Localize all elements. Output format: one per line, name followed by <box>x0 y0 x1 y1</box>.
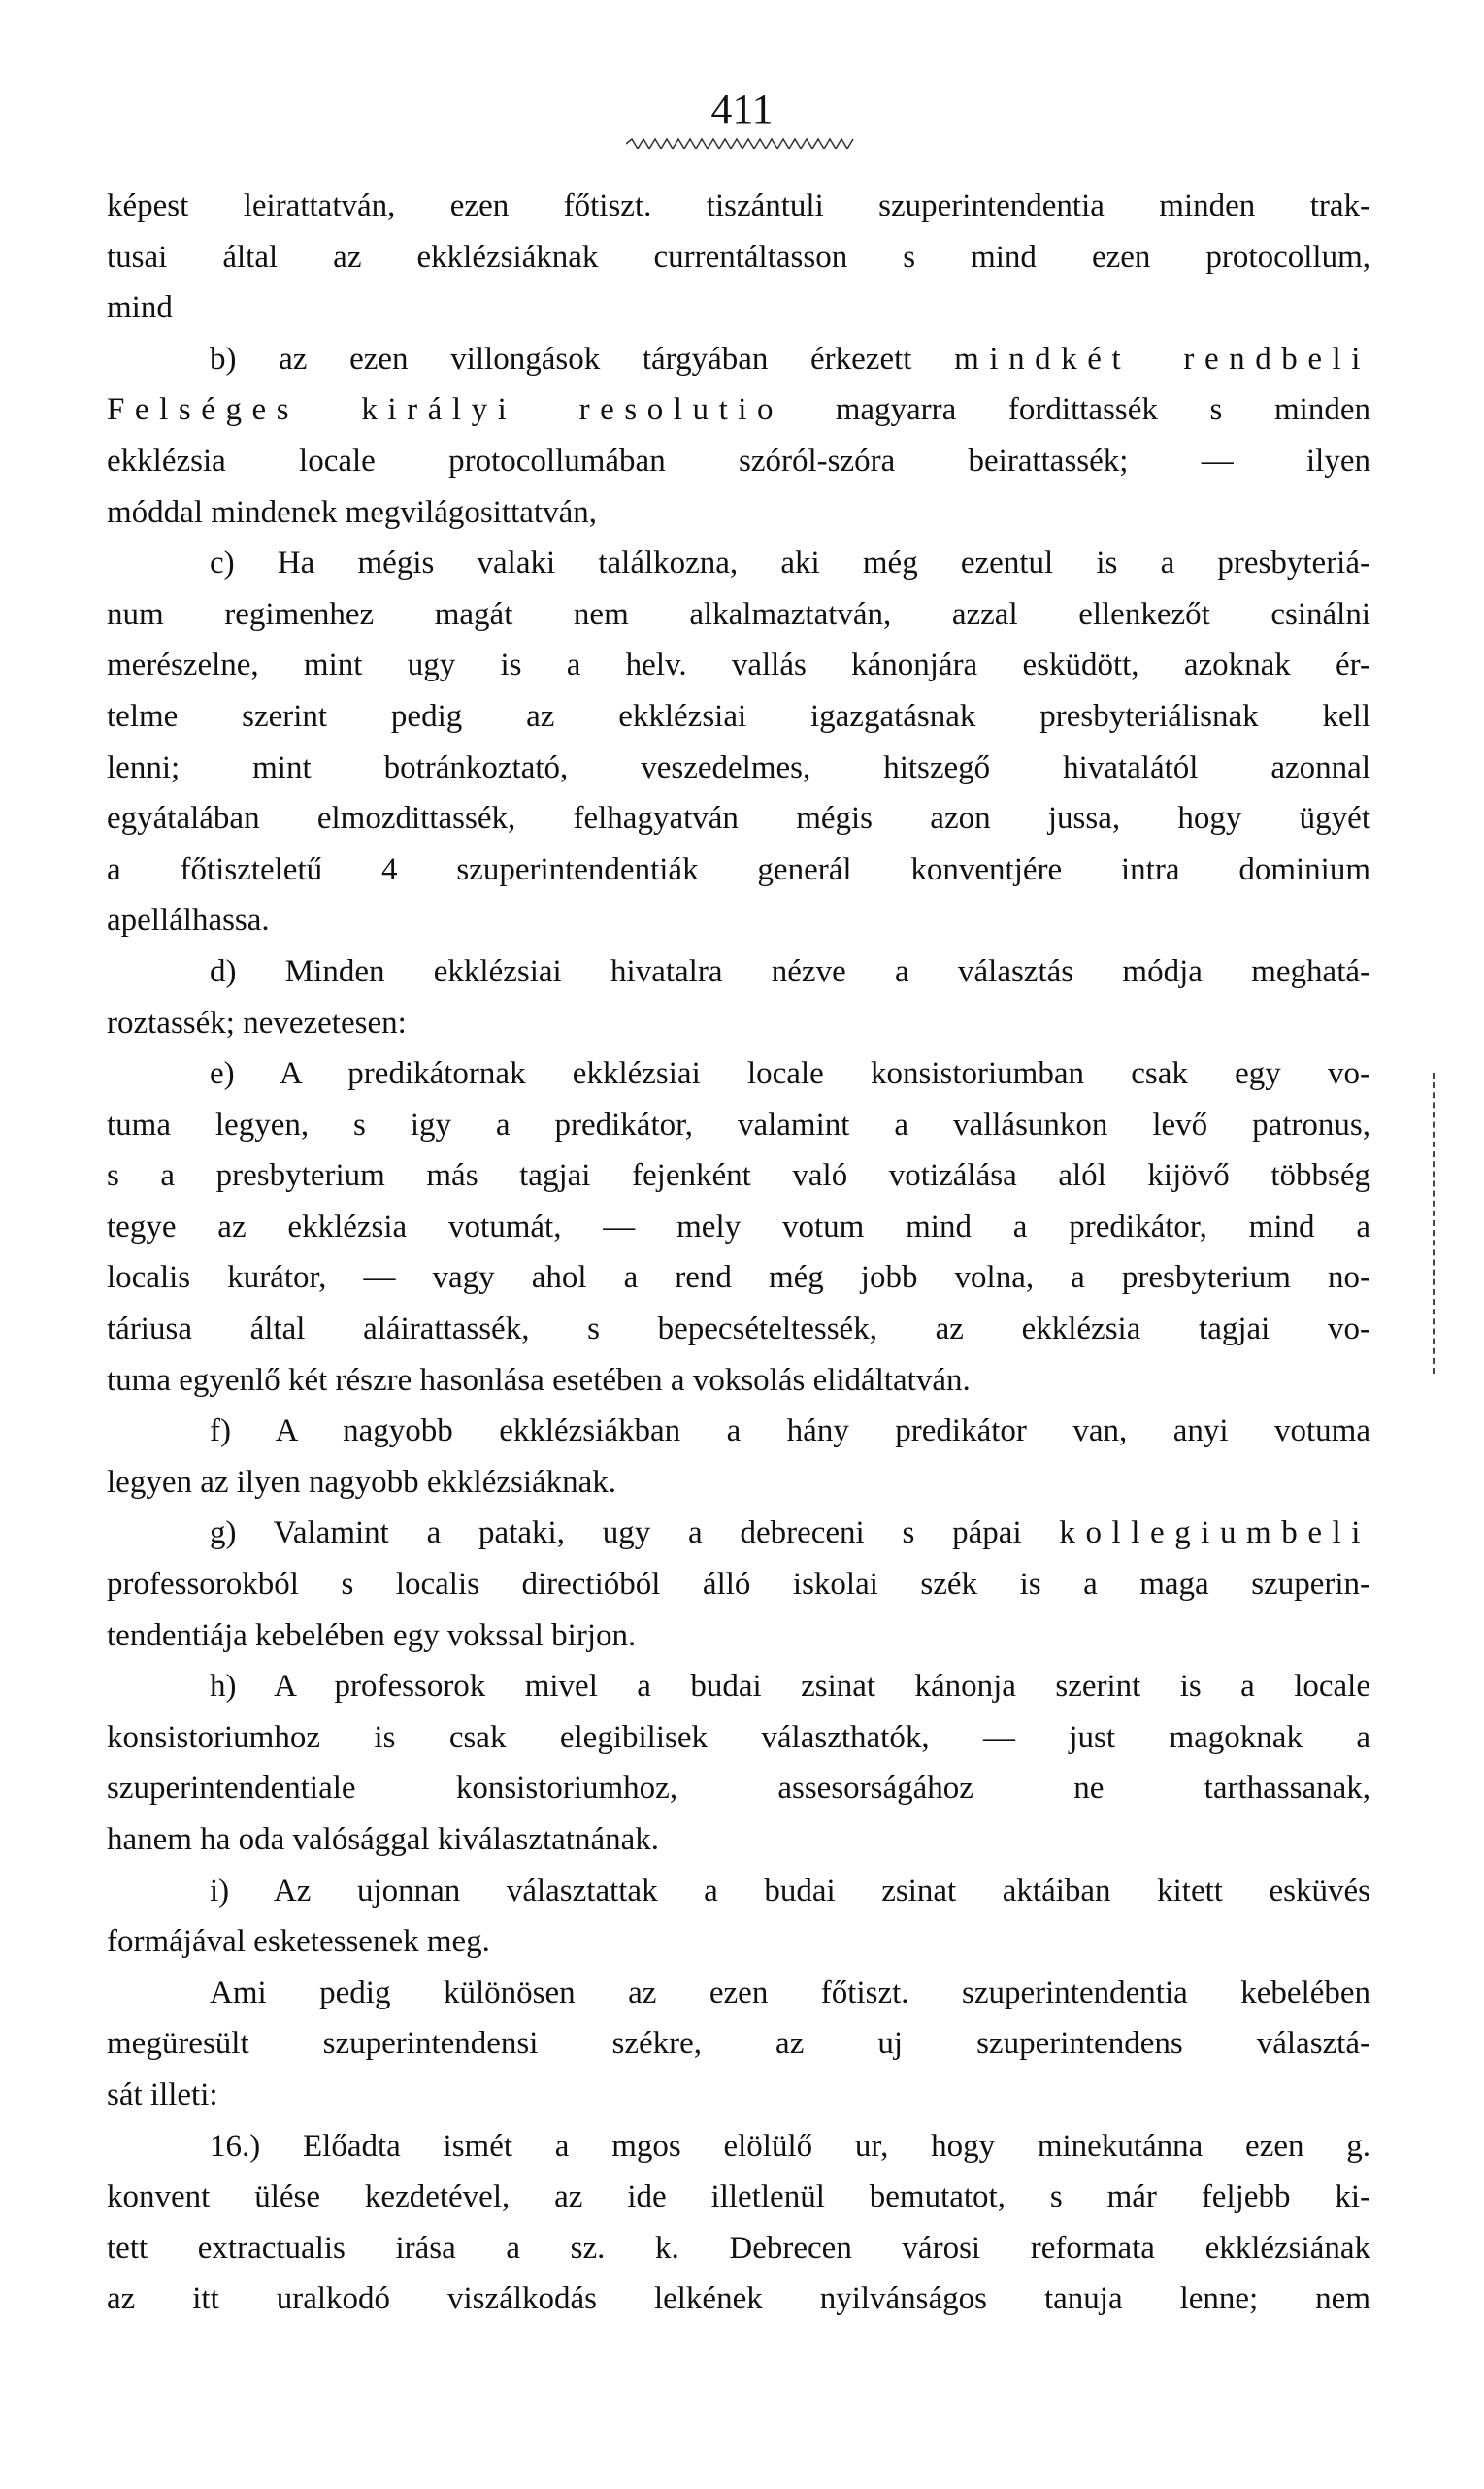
text-line <box>107 1610 1370 1662</box>
line-text: magyarra fordittassék s minden <box>783 392 1370 428</box>
line-text: tegye az ekklézsia votumát, — mely votum mind a predikátor, mind a <box>107 1209 1370 1244</box>
line-text: professorokból s localis directióból álló iskolai szék is a maga szuperin- <box>107 1567 1370 1603</box>
text-line <box>107 334 1370 385</box>
line-text: sát illeti: <box>107 2076 218 2112</box>
text-line <box>107 2273 1370 2325</box>
text-line <box>107 1202 1370 1253</box>
line-text: képest leirattatván, ezen főtiszt. tiszántuli szuperintendentia minden trak- <box>107 188 1370 223</box>
line-text: d) Minden ekklézsiai hivatalra nézve a választás módja meghatá- <box>210 953 1370 989</box>
line-text: mind <box>107 290 173 326</box>
line-text: roztassék; nevezetesen: <box>107 1005 407 1041</box>
line-text: a főtiszteletű 4 szuperintendentiák generál konventjére intra dominium <box>107 851 1370 887</box>
line-text: konsistoriumhoz is csak elegibilisek választhatók, — just magoknak a <box>107 1719 1370 1755</box>
line-text: c) Ha mégis valaki találkozna, aki még ezentul is a presbyteriá- <box>210 546 1370 581</box>
text-line <box>107 589 1370 641</box>
spaced-emphasis-text: mindkét rendbeli <box>954 341 1371 377</box>
text-line <box>107 1100 1370 1151</box>
text-line <box>107 538 1370 589</box>
text-line <box>107 1508 1370 1559</box>
text-line <box>107 436 1370 487</box>
text-line <box>107 946 1370 998</box>
wavy-ornament-divider <box>626 136 859 151</box>
line-text: egyátalában elmozdittassék, felhagyatván mégis azon jussa, hogy ügyét <box>107 801 1370 837</box>
text-line <box>107 1150 1370 1202</box>
line-text: i) Az ujonnan választattak a budai zsinat aktáiban kitett esküvés <box>210 1873 1370 1908</box>
line-text: konvent ülése kezdetével, az ide illetlenül bemutatot, s már feljebb ki- <box>107 2179 1370 2215</box>
text-line <box>107 640 1370 691</box>
text-line <box>107 998 1370 1049</box>
line-text: legyen az ilyen nagyobb ekklézsiáknak. <box>107 1464 617 1500</box>
line-text: localis kurátor, — vagy ahol a rend még jobb volna, a presbyterium no- <box>107 1260 1370 1296</box>
line-text: merészelne, mint ugy is a helv. vallás kánonjára esküdött, azoknak ér- <box>107 647 1370 683</box>
text-line <box>107 2070 1370 2121</box>
line-text: h) A professorok mivel a budai zsinat kánonja szerint is a locale <box>210 1669 1370 1705</box>
spaced-emphasis-text: kollegiumbeli <box>1059 1515 1370 1551</box>
line-text: f) A nagyobb ekklézsiákban a hány predikátor van, anyi votuma <box>210 1413 1370 1449</box>
line-text: g) Valamint a pataki, ugy a debreceni s pápai <box>210 1515 1060 1551</box>
text-line <box>107 1406 1370 1457</box>
line-text: szuperintendentiale konsistoriumhoz, assesorságához ne tarthassanak, <box>107 1771 1370 1807</box>
line-text: táriusa által aláirattassék, s bepecsételtessék, az ekklézsia tagjai vo- <box>107 1311 1370 1347</box>
text-line <box>107 1661 1370 1712</box>
text-line <box>107 691 1370 743</box>
margin-mark-line <box>1433 1073 1435 1374</box>
line-text: megüresült szuperintendensi székre, az uj szuperintendens választá- <box>107 2026 1370 2062</box>
text-line <box>107 282 1370 334</box>
text-line <box>107 2121 1370 2173</box>
text-line <box>107 845 1370 896</box>
text-line <box>107 1814 1370 1866</box>
line-text: ekklézsia locale protocollumában szóról-szóra beirattassék; — ilyen <box>107 443 1370 479</box>
text-line <box>107 384 1370 436</box>
line-text: apellálhassa. <box>107 903 270 939</box>
line-text: s a presbyterium más tagjai fejenként való votizálása alól kijövő többség <box>107 1158 1370 1194</box>
line-text: tuma legyen, s igy a predikátor, valamint a vallásunkon levő patronus, <box>107 1107 1370 1143</box>
line-text: hanem ha oda valósággal kiválasztatnának. <box>107 1822 660 1857</box>
text-line <box>107 1866 1370 1917</box>
text-line <box>107 2018 1370 2070</box>
text-line <box>107 1252 1370 1304</box>
text-line <box>107 2223 1370 2274</box>
line-text: 16.) Előadta ismét a mgos elölülő ur, hogy minekutánna ezen g. <box>210 2128 1370 2164</box>
text-line <box>107 1355 1370 1407</box>
text-line <box>107 743 1370 794</box>
line-text: lenni; mint botránkoztató, veszedelmes, hitszegő hivatalától azonnal <box>107 749 1370 785</box>
line-text: num regimenhez magát nem alkalmaztatván, azzal ellenkezőt csinálni <box>107 596 1370 632</box>
text-line <box>107 1712 1370 1764</box>
line-text: tuma egyenlő két részre hasonlása esetében a voksolás elidáltatván. <box>107 1362 971 1398</box>
text-line <box>107 1559 1370 1610</box>
line-text: az itt uralkodó viszálkodás lelkének nyilvánságos tanuja lenne; nem <box>107 2281 1370 2317</box>
line-text: e) A predikátornak ekklézsiai locale konsistoriumban csak egy vo- <box>210 1056 1370 1092</box>
text-line <box>107 487 1370 539</box>
line-text: b) az ezen villongások tárgyában érkezett <box>210 341 955 377</box>
text-line <box>107 232 1370 283</box>
line-text: tendentiája kebelében egy vokssal birjon. <box>107 1617 637 1653</box>
line-text: tett extractualis irása a sz. k. Debrecen városi reformata ekklézsiának <box>107 2230 1370 2266</box>
text-line <box>107 793 1370 845</box>
text-line <box>107 1457 1370 1509</box>
text-line <box>107 2172 1370 2223</box>
body-text <box>107 181 1370 2325</box>
text-line <box>107 895 1370 946</box>
text-line <box>107 181 1370 232</box>
text-line <box>107 1916 1370 1968</box>
text-line <box>107 1048 1370 1100</box>
spaced-emphasis-text: Felséges királyi resolutio <box>107 392 784 428</box>
text-line <box>107 1304 1370 1355</box>
line-text: móddal mindenek megvilágosittatván, <box>107 494 597 530</box>
line-text: formájával esketessenek meg. <box>107 1924 490 1960</box>
line-text: telme szerint pedig az ekklézsiai igazgatásnak presbyteriálisnak kell <box>107 698 1370 734</box>
line-text: Ami pedig különösen az ezen főtiszt. szuperintendentia kebelében <box>210 1975 1370 2010</box>
page-number: 411 <box>710 85 774 133</box>
text-line <box>107 1763 1370 1814</box>
text-line <box>107 1968 1370 2019</box>
line-text: tusai által az ekklézsiáknak currentáltasson s mind ezen protocollum, <box>107 239 1370 275</box>
